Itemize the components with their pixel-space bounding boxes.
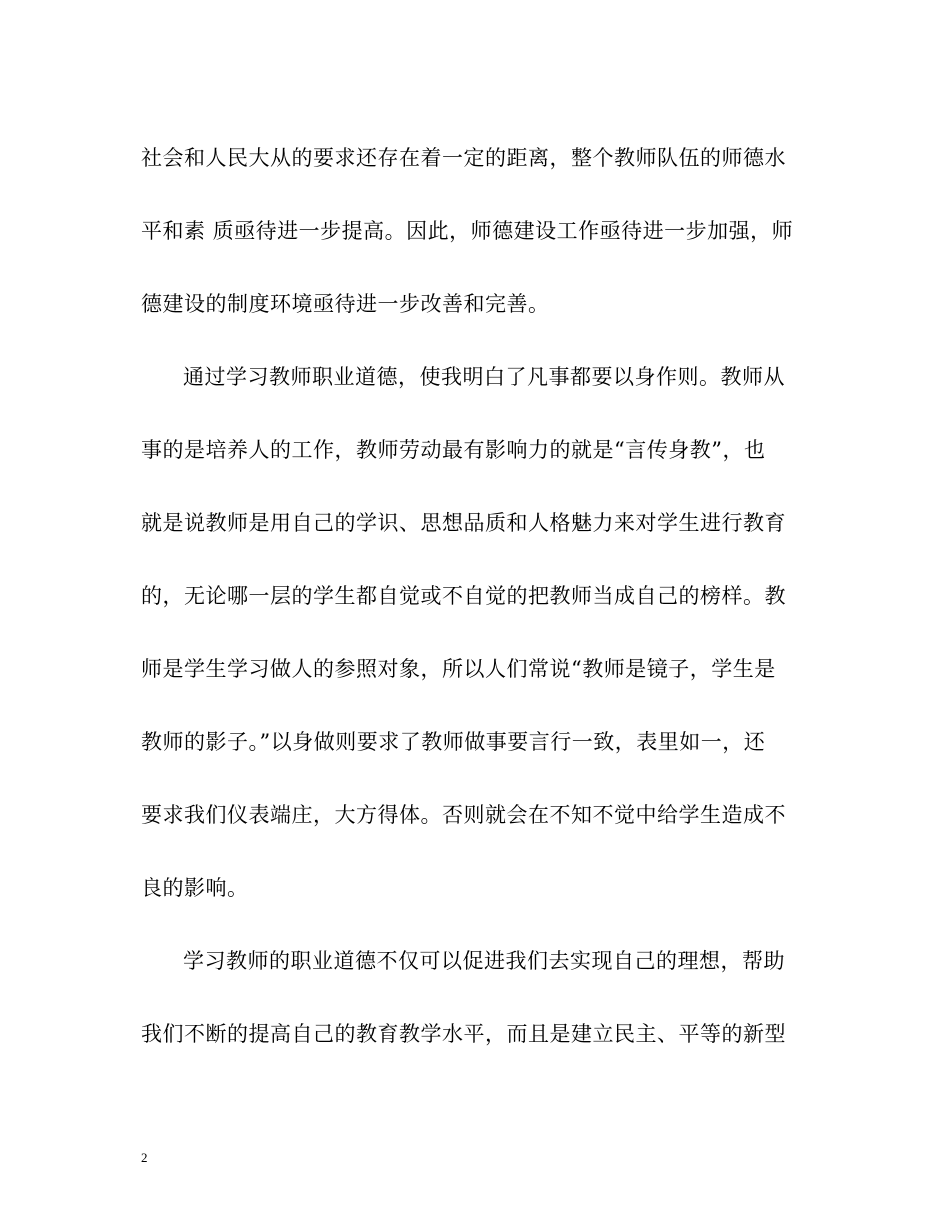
text-line-5: 事的是培养人的工作，教师劳动最有影响力的就是“言传身教”，也 xyxy=(141,438,766,462)
text-line-3: 德建设的制度环境亟待进一步改善和完善。 xyxy=(141,292,550,316)
text-line-1: 社会和人民大从的要求还存在着一定的距离，整个教师队伍的师德水 xyxy=(141,146,786,170)
text-line-11: 良的影响。 xyxy=(141,876,249,900)
text-line-2: 平和素 质亟待进一步提高。因此，师德建设工作亟待进一步加强，师 xyxy=(141,219,794,243)
text-line-8: 师是学生学习做人的参照对象，所以人们常说“教师是镜子，学生是 xyxy=(141,657,776,681)
text-line-4: 通过学习教师职业道德，使我明白了凡事都要以身作则。教师从 xyxy=(183,365,785,389)
text-line-6: 就是说教师是用自己的学识、思想品质和人格魅力来对学生进行教育 xyxy=(141,511,786,535)
text-line-7: 的，无论哪一层的学生都自觉或不自觉的把教师当成自己的榜样。教 xyxy=(141,584,786,608)
text-line-13: 我们不断的提高自己的教育教学水平，而且是建立民主、平等的新型 xyxy=(141,1022,786,1046)
text-line-10: 要求我们仪表端庄，大方得体。否则就会在不知不觉中给学生造成不 xyxy=(141,803,786,827)
text-line-12: 学习教师的职业道德不仅可以促进我们去实现自己的理想，帮助 xyxy=(183,949,785,973)
text-line-9: 教师的影子。”以身做则要求了教师做事要言行一致，表里如一，还 xyxy=(141,730,766,754)
page-number: 2 xyxy=(141,1150,148,1165)
